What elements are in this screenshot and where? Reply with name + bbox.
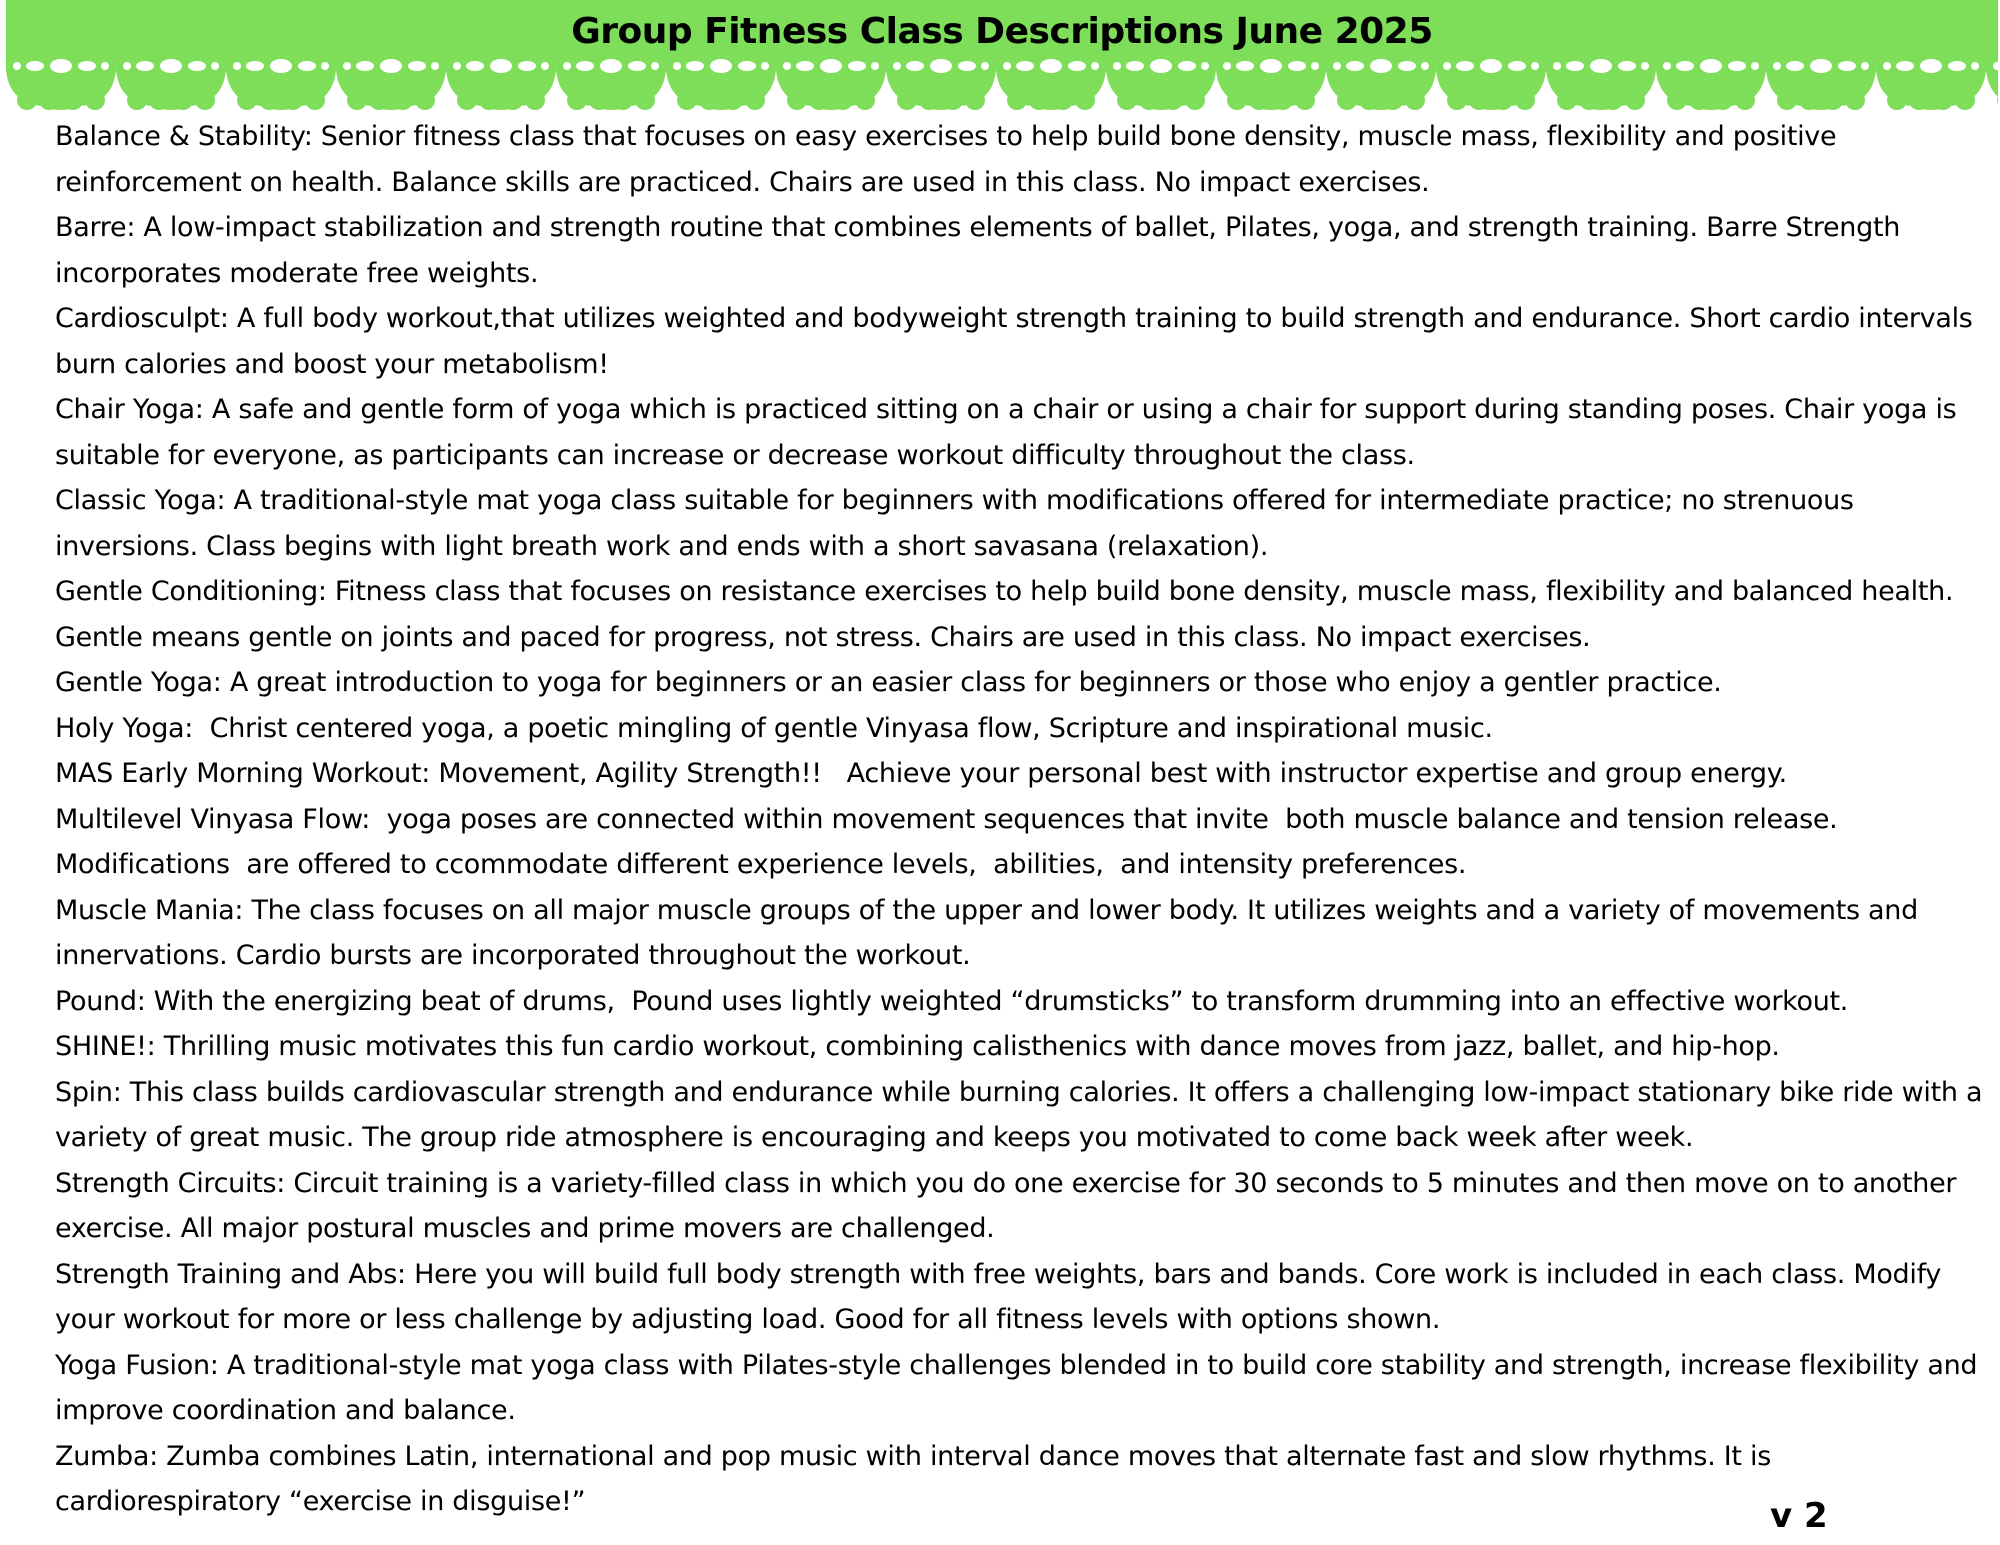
lace-scallop xyxy=(1216,50,1326,110)
class-entry-balance-stability: Balance & Stability: Senior fitness class that focuses on easy exercises to help build bone density, muscle mass, flexibility and positive reinforcement on health. Balance skills are practiced. Chairs are used in this class. No impact exercises. xyxy=(55,121,1845,198)
lace-scallop xyxy=(1986,50,1998,110)
version-label: v 2 xyxy=(1770,1496,1828,1536)
class-descriptions xyxy=(55,114,1995,1525)
class-entry-gentle-yoga: Gentle Yoga: A great introduction to yoga for beginners or an easier class for beginners or those who enjoy a gentler practice. xyxy=(55,667,1722,698)
class-entry-shine: SHINE!: Thrilling music motivates this fun cardio workout, combining calisthenics with dance moves from jazz, ballet, and hip-hop. xyxy=(55,1031,1780,1062)
class-entry-mas-early-morning: MAS Early Morning Workout: Movement, Agility Strength!! Achieve your personal best with instructor expertise and group energy. xyxy=(55,758,1787,789)
lace-scallop xyxy=(446,50,556,110)
header-banner xyxy=(6,0,1998,124)
lace-scallop xyxy=(776,50,886,110)
class-entry-pound: Pound: With the energizing beat of drums, Pound uses lightly weighted “drumsticks” to transform drumming into an effective workout. xyxy=(55,985,1849,1017)
lace-scallop xyxy=(336,50,446,110)
lace-scallop xyxy=(226,50,336,110)
class-entry-strength-circuits: Strength Circuits: Circuit training is a variety-filled class in which you do one exercise for 30 seconds to 5 minutes and then move on to another exercise. All major postural muscles and prime movers are challenged. xyxy=(55,1167,1965,1244)
lace-scallop xyxy=(1876,50,1986,110)
lace-scallop xyxy=(556,50,666,110)
page-title: Group Fitness Class Descriptions June 2025 xyxy=(571,11,1433,52)
class-entry-chair-yoga: Chair Yoga: A safe and gentle form of yoga which is practiced sitting on a chair or using a chair for support during standing poses. Chair yoga is suitable for everyone, as participants can increase or decrease workout difficulty throughout the class. xyxy=(55,394,1965,471)
lace-scallop xyxy=(1436,50,1546,110)
class-entry-zumba: Zumba: Zumba combines Latin, international and pop music with interval dance moves that alternate fast and slow rhythms. It is cardiorespiratory “exercise in disguise!” xyxy=(55,1440,1780,1517)
lace-scallop xyxy=(1656,50,1766,110)
lace-scallop xyxy=(886,50,996,110)
lace-scallop xyxy=(1546,50,1656,110)
lace-scallop xyxy=(6,50,116,110)
lace-scallop xyxy=(666,50,776,110)
lace-scallop xyxy=(1106,50,1216,110)
class-entry-cardiosculpt: Cardiosculpt: A full body workout,that utilizes weighted and bodyweight strength training to build strength and endurance. Short cardio intervals burn calories and boost your metabolism! xyxy=(55,303,1981,380)
class-entry-gentle-conditioning: Gentle Conditioning: Fitness class that focuses on resistance exercises to help build bone density, muscle mass, flexibility and balanced health. Gentle means gentle on joints and paced for progress, not stress. Chairs are used in this class. No impact exercises. xyxy=(55,576,1962,653)
class-entry-barre: Barre: A low-impact stabilization and strength routine that combines elements of ballet, Pilates, yoga, and strength training. Barre Strength incorporates moderate free weights. xyxy=(55,212,1909,289)
lace-scallop xyxy=(1766,50,1876,110)
scalloped-lace-trim xyxy=(6,50,1998,124)
class-entry-spin: Spin: This class builds cardiovascular strength and endurance while burning calories. It offers a challenging low-impact stationary bike ride with a variety of great music. The group ride atmosphere is encouraging and keeps you motivated to come back week after week. xyxy=(55,1076,1991,1153)
class-entry-muscle-mania: Muscle Mania: The class focuses on all major muscle groups of the upper and lower body. It utilizes weights and a variety of movements and innervations. Cardio bursts are incorporated throughout the workout. xyxy=(55,894,1927,971)
lace-scallop xyxy=(1326,50,1436,110)
class-entry-yoga-fusion: Yoga Fusion: A traditional-style mat yoga class with Pilates-style challenges blended in to build core stability and strength, increase flexibility and improve coordination and balance. xyxy=(55,1349,1986,1426)
class-entry-classic-yoga: Classic Yoga: A traditional-style mat yoga class suitable for beginners with modifications offered for intermediate practice; no strenuous inversions. Class begins with light breath work and ends with a short savasana (relaxation). xyxy=(55,485,1862,562)
class-entry-multilevel-vinyasa: Multilevel Vinyasa Flow: yoga poses are connected within movement sequences that invite both muscle balance and tension release. Modifications are offered to ccommodate different experience levels, abilities, and intensity preferences. xyxy=(55,803,1846,880)
class-entry-holy-yoga: Holy Yoga: Christ centered yoga, a poetic mingling of gentle Vinyasa flow, Scripture and inspirational music. xyxy=(55,712,1493,744)
class-entry-strength-training-abs: Strength Training and Abs: Here you will build full body strength with free weights, bars and bands. Core work is included in each class. Modify your workout for more or less challenge by adjusting load. Good for all fitness levels with options shown. xyxy=(55,1258,1950,1335)
lace-scallop xyxy=(116,50,226,110)
lace-scallop xyxy=(996,50,1106,110)
